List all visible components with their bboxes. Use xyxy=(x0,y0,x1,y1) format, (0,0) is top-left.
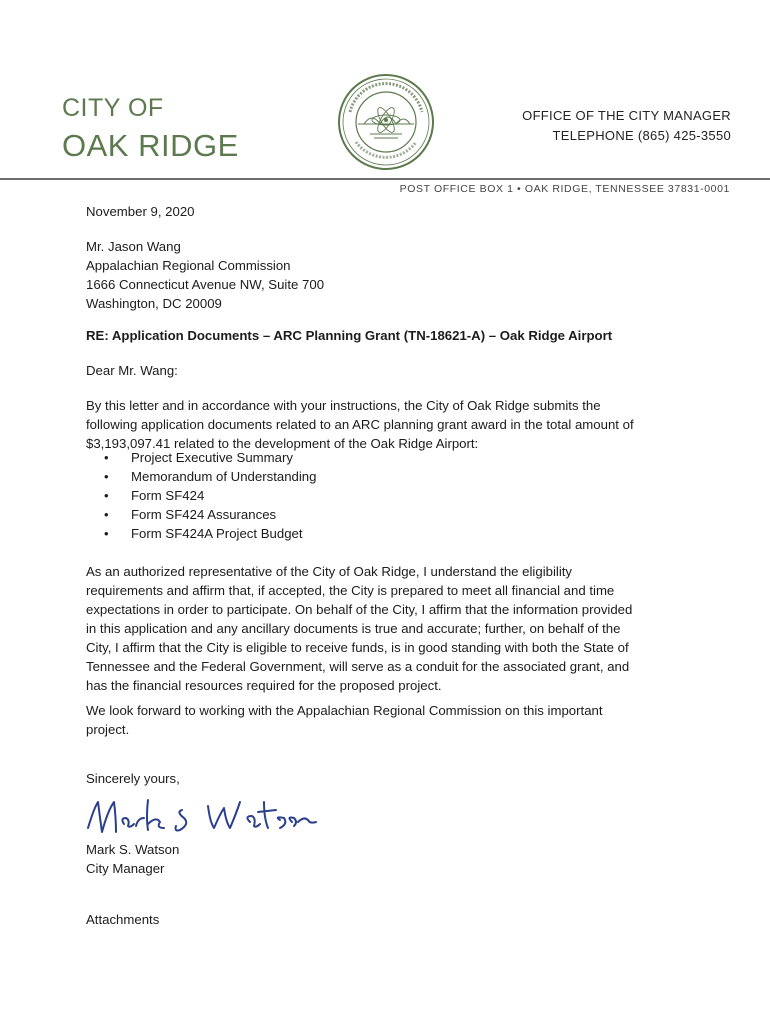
paragraph-line: City, I affirm that the City is eligible to receive funds, is in good standing with both the State of xyxy=(86,640,629,655)
city-seal-icon xyxy=(336,72,436,172)
letterhead-city-of: CITY OF xyxy=(62,94,164,122)
paragraph-line: By this letter and in accordance with your instructions, the City of Oak Ridge submits the xyxy=(86,398,601,413)
list-item: • Form SF424A Project Budget xyxy=(104,524,316,543)
complimentary-close: Sincerely yours, xyxy=(86,771,180,786)
recipient-street: 1666 Connecticut Avenue NW, Suite 700 xyxy=(86,277,325,292)
subject-line: RE: Application Documents – ARC Planning Grant (TN-18621-A) – Oak Ridge Airport xyxy=(86,328,613,343)
paragraph-line: project. xyxy=(86,722,130,737)
paragraph-line: requirements and affirm that, if accepted, the City is prepared to meet all financial and time xyxy=(86,583,615,598)
recipient-organization: Appalachian Regional Commission xyxy=(86,258,291,273)
letterhead-city-name: OAK RIDGE xyxy=(62,128,239,163)
paragraph-line: Tennessee and the Federal Government, will serve as a conduit for the associated grant, and xyxy=(86,659,630,674)
salutation: Dear Mr. Wang: xyxy=(86,363,178,378)
paragraph-line: has the financial resources required for the proposed project. xyxy=(86,678,442,693)
list-item: • Form SF424 xyxy=(104,486,316,505)
paragraph-line: $3,193,097.41 related to the development of the Oak Ridge Airport: xyxy=(86,436,479,451)
recipient-name: Mr. Jason Wang xyxy=(86,239,181,254)
attachments-label: Attachments xyxy=(86,912,160,927)
letter-date: November 9, 2020 xyxy=(86,204,195,219)
list-item: • Project Executive Summary xyxy=(104,448,316,467)
signer-name: Mark S. Watson xyxy=(86,842,180,857)
letterhead-telephone: TELEPHONE (865) 425-3550 xyxy=(552,128,731,143)
letterhead-postal-address: POST OFFICE BOX 1 • OAK RIDGE, TENNESSEE 37831-0001 xyxy=(399,183,730,195)
letterhead-office: OFFICE OF THE CITY MANAGER xyxy=(522,108,731,123)
signer-title: City Manager xyxy=(86,861,165,876)
intro-paragraph xyxy=(86,396,686,453)
recipient-address xyxy=(86,237,324,313)
paragraph-line: expectations in order to participate. On behalf of the City, I affirm that the information provided xyxy=(86,602,633,617)
affirmation-paragraph xyxy=(86,562,686,695)
recipient-city: Washington, DC 20009 xyxy=(86,296,222,311)
letterhead-divider xyxy=(0,178,770,180)
paragraph-line: in this application and any ancillary documents is true and accurate; further, on behalf of the xyxy=(86,621,621,636)
paragraph-line: We look forward to working with the Appalachian Regional Commission on this important xyxy=(86,703,603,718)
document-list xyxy=(104,448,316,543)
paragraph-line: following application documents related to an ARC planning grant award in the total amount of xyxy=(86,417,634,432)
paragraph-line: As an authorized representative of the City of Oak Ridge, I understand the eligibility xyxy=(86,564,573,579)
closing-paragraph xyxy=(86,701,686,739)
list-item: • Form SF424 Assurances xyxy=(104,505,316,524)
list-item: • Memorandum of Understanding xyxy=(104,467,316,486)
